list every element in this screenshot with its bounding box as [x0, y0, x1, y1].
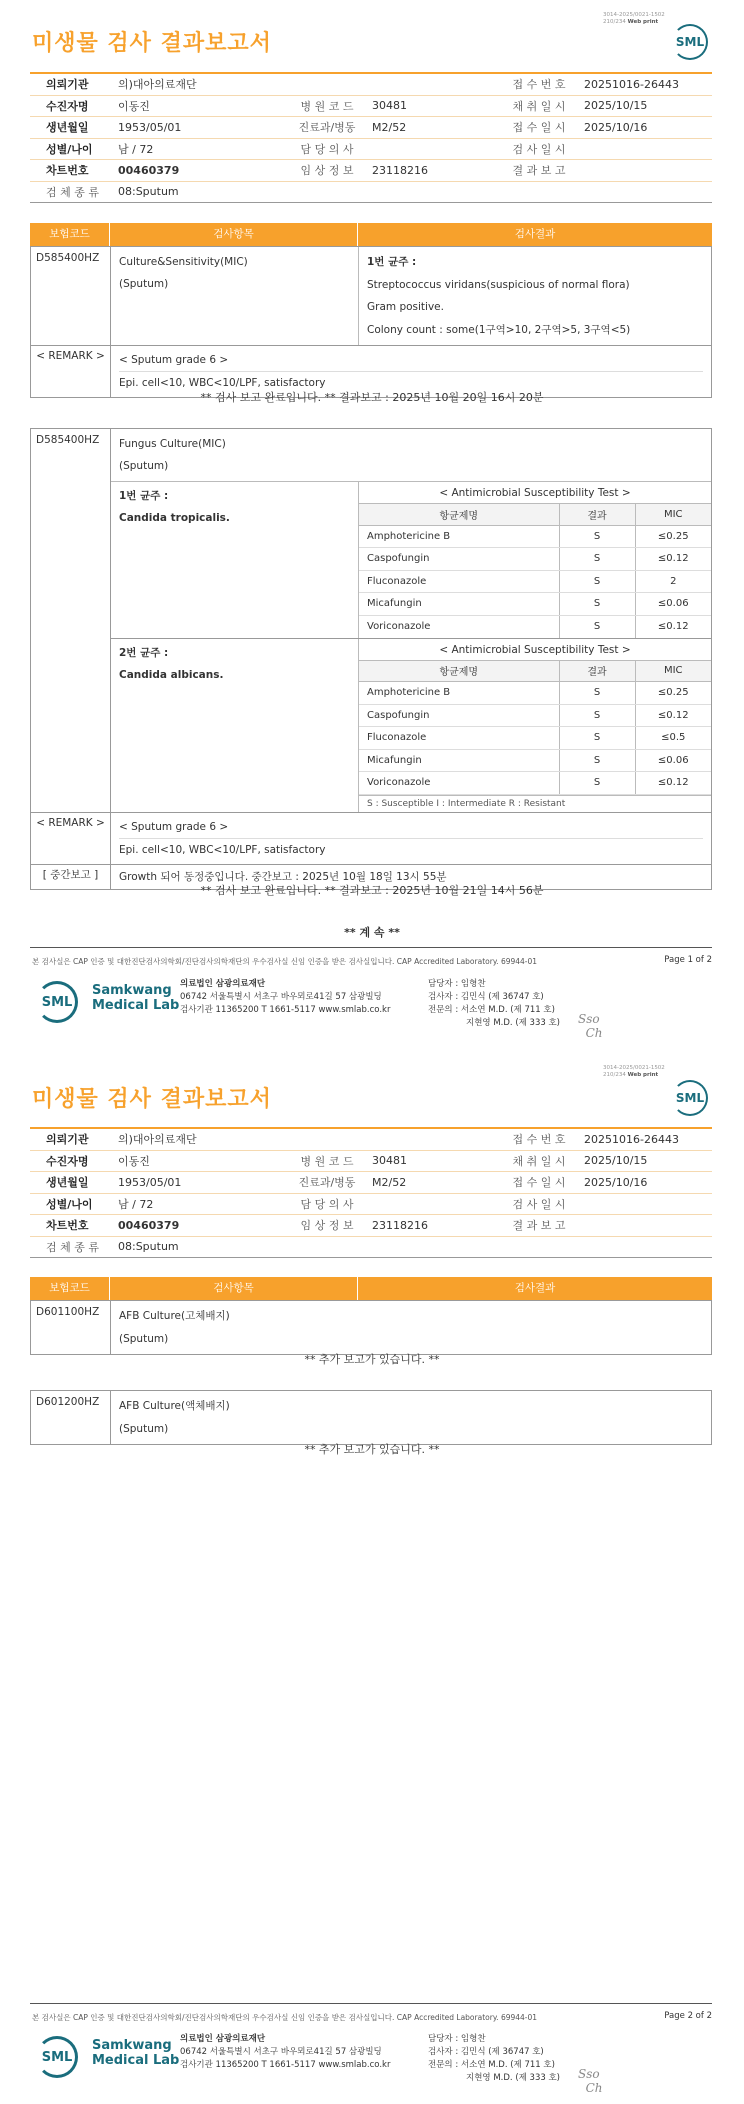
col-item: 검사항목	[110, 1277, 358, 1300]
continued-label: ** 계 속 **	[344, 926, 400, 939]
clinical-label: 임 상 정 보	[300, 164, 354, 178]
remark-label: < REMARK >	[31, 346, 111, 397]
doctor-label: 담 당 의 사	[300, 1197, 354, 1211]
drug-name: Amphotericine B	[359, 682, 559, 705]
dept-label: 진료과/병동	[298, 121, 356, 135]
drug-mic: 2	[635, 570, 711, 593]
table-row	[359, 682, 711, 705]
specimen-value: 08:Sputum	[118, 185, 179, 199]
page-number: Page 1 of 2	[664, 955, 712, 965]
drug-result: S	[559, 727, 635, 750]
drug-name: Micafungin	[359, 749, 559, 772]
staff-line: 지현영 M.D. (제 333 호)	[466, 2073, 561, 2083]
corp-name: 의료법인 삼광의료재단	[180, 2034, 266, 2044]
stamp-line: 3014-2025/0021-1502	[603, 12, 665, 18]
test-specimen: (Sputum)	[119, 460, 169, 472]
test-specimen: (Sputum)	[119, 1332, 169, 1345]
ast-legend: S : Susceptible I : Intermediate R : Resistant	[359, 795, 711, 812]
remark-line: Epi. cell<10, WBC<10/LPF, satisfactory	[119, 377, 326, 389]
additional-report-notice: ** 추가 보고가 있습니다. **	[304, 1353, 440, 1366]
ast-table-organism-2	[359, 661, 711, 795]
staff-list	[428, 978, 560, 1030]
remark-label: < REMARK >	[31, 813, 111, 864]
institution-value: 의)대아의료재단	[118, 1133, 197, 1147]
lab-name-line: Samkwang	[92, 983, 172, 998]
sex-value: 남 / 72	[118, 1197, 154, 1211]
drug-name: Fluconazole	[359, 727, 559, 750]
ast-title: < Antimicrobial Susceptibility Test >	[359, 639, 711, 661]
institution-label: 의뢰기관	[46, 1133, 89, 1147]
test-name: AFB Culture(고체배지)	[119, 1310, 230, 1322]
drug-mic: ≤0.06	[635, 593, 711, 616]
lab-name	[92, 983, 179, 1013]
hospital-code-label: 병 원 코 드	[300, 99, 354, 113]
organism-name: Candida albicans.	[119, 668, 224, 681]
hospital-code-value: 30481	[372, 99, 407, 113]
drug-name: Caspofungin	[359, 548, 559, 571]
drug-name: Amphotericine B	[359, 525, 559, 548]
chart-value: 00460379	[118, 1218, 180, 1232]
receive-label: 접 수 일 시	[512, 1176, 566, 1190]
chart-label: 차트번호	[46, 1219, 89, 1233]
drug-result: S	[559, 772, 635, 795]
lab-name-line: Samkwang	[92, 2038, 172, 2053]
report-title: 미생물 검사 결과보고서	[32, 1087, 272, 1112]
chart-label: 차트번호	[46, 164, 89, 178]
test-specimen: (Sputum)	[119, 1422, 169, 1435]
drug-mic: ≤0.12	[635, 772, 711, 795]
additional-report-notice: ** 추가 보고가 있습니다. **	[304, 1443, 440, 1456]
organism-label: 1번 균주 :	[367, 256, 417, 268]
test-code: D601100HZ	[31, 1301, 111, 1354]
remark-line: Epi. cell<10, WBC<10/LPF, satisfactory	[119, 843, 326, 856]
staff-line: 전문의 : 서소연 M.D. (제 711 호)	[428, 2060, 555, 2070]
doctor-label: 담 당 의 사	[300, 142, 354, 156]
chart-value: 00460379	[118, 163, 180, 177]
clinical-value: 23118216	[372, 163, 428, 177]
accession-label: 접 수 번 호	[512, 78, 566, 92]
report-complete-notice: ** 검사 보고 완료입니다. ** 결과보고 : 2025년 10월 21일 14시 56분	[200, 884, 544, 897]
table-row	[359, 570, 711, 593]
remark-line: < Sputum grade 6 >	[119, 349, 703, 372]
patient-label: 수진자명	[46, 1154, 89, 1168]
lab-name-line: Medical Lab	[92, 2053, 180, 2068]
table-row	[359, 704, 711, 727]
collect-label: 채 취 일 시	[512, 99, 566, 113]
address-line: 06742 서울특별시 서초구 바우뫼로41길 57 삼광빌딩	[180, 2047, 382, 2057]
sex-label: 성별/나이	[46, 1197, 93, 1211]
address-line: 06742 서울특별시 서초구 바우뫼로41길 57 삼광빌딩	[180, 992, 382, 1002]
drug-result: S	[559, 525, 635, 548]
interim-label: [ 중간보고 ]	[31, 865, 111, 889]
lab-name-line: Medical Lab	[92, 998, 180, 1013]
footer-divider	[30, 947, 712, 948]
table-row	[359, 525, 711, 548]
sml-logo-icon: SML	[672, 1080, 708, 1116]
test-date-label: 검 사 일 시	[512, 1197, 566, 1211]
report-label: 결 과 보 고	[512, 1219, 566, 1233]
col-result: 검사결과	[514, 228, 556, 240]
hospital-code-label: 병 원 코 드	[300, 1154, 354, 1168]
drug-mic: ≤0.12	[635, 615, 711, 638]
accession-value: 20251016-26443	[584, 77, 679, 91]
staff-line: 지현영 M.D. (제 333 호)	[466, 1018, 561, 1028]
collect-value: 2025/10/15	[584, 1154, 648, 1168]
report-title: 미생물 검사 결과보고서	[32, 31, 272, 56]
ast-header-drug: 항균제명	[359, 661, 559, 682]
receive-value: 2025/10/16	[584, 120, 648, 134]
accession-label: 접 수 번 호	[512, 1133, 566, 1147]
staff-line: 검사자 : 김민식 (제 36747 호)	[428, 2047, 544, 2057]
table-row	[359, 749, 711, 772]
cap-note: 본 검사실은 CAP 인증 및 대한진단검사의학회/진단검사의학재단의 우수검사실 신임 인증을 받은 검사실입니다. CAP Accredited Laboratory. 69944-01	[32, 957, 538, 966]
sml-logo-icon: SML	[36, 981, 78, 1023]
signature-icon: Sso Ch	[578, 1012, 603, 1040]
footer-divider	[30, 2003, 712, 2004]
gram-stain: Gram positive.	[367, 301, 444, 313]
patient-value: 이동진	[118, 1154, 150, 1168]
remark-line: < Sputum grade 6 >	[119, 816, 703, 839]
drug-result: S	[559, 593, 635, 616]
drug-name: Fluconazole	[359, 570, 559, 593]
drug-result: S	[559, 749, 635, 772]
test-code: D601200HZ	[31, 1391, 111, 1444]
result-table-header	[30, 223, 712, 246]
drug-mic: ≤0.5	[635, 727, 711, 750]
dept-value: M2/52	[372, 1175, 407, 1189]
dob-value: 1953/05/01	[118, 120, 182, 134]
ast-header-mic: MIC	[635, 661, 711, 682]
test-name: Fungus Culture(MIC)	[119, 438, 226, 450]
accession-value: 20251016-26443	[584, 1132, 679, 1146]
hospital-code-value: 30481	[372, 1154, 407, 1168]
fungus-culture-block	[30, 428, 712, 890]
web-print-label: Web print	[627, 19, 659, 25]
sex-label: 성별/나이	[46, 142, 93, 156]
drug-name: Voriconazole	[367, 621, 431, 632]
sml-logo-icon: SML	[36, 2036, 78, 2078]
drug-mic: ≤0.12	[635, 548, 711, 571]
drug-name: Caspofungin	[359, 704, 559, 727]
specimen-label: 검 체 종 류	[46, 185, 99, 199]
afb-liquid-block	[30, 1390, 712, 1445]
patient-label: 수진자명	[46, 99, 89, 113]
test-date-label: 검 사 일 시	[512, 142, 566, 156]
clinical-label: 임 상 정 보	[300, 1219, 354, 1233]
clinical-value: 23118216	[372, 1218, 428, 1232]
specimen-label: 검 체 종 류	[46, 1240, 99, 1254]
institution-value: 의)대아의료재단	[118, 78, 197, 92]
afb-solid-block	[30, 1300, 712, 1355]
drug-mic: ≤0.06	[635, 749, 711, 772]
drug-mic: ≤0.25	[635, 525, 711, 548]
test-name: AFB Culture(액체배지)	[119, 1400, 230, 1412]
patient-header	[30, 72, 712, 203]
organism-name: Candida tropicalis.	[119, 512, 230, 524]
table-row	[359, 615, 711, 638]
staff-line: 전문의 : 서소연 M.D. (제 711 호)	[428, 1005, 555, 1015]
culture-sensitivity-block	[30, 246, 712, 398]
specimen-value: 08:Sputum	[118, 1240, 179, 1254]
dob-label: 생년월일	[46, 121, 89, 135]
organism-name: Streptococcus viridans(suspicious of normal flora)	[367, 278, 630, 291]
dept-value: M2/52	[372, 120, 407, 134]
stamp-line: 210/234	[603, 19, 626, 25]
organism-label: 1번 균주 :	[119, 490, 169, 502]
web-print-label: Web print	[627, 1072, 659, 1078]
table-row	[359, 548, 711, 571]
drug-mic: ≤0.25	[635, 682, 711, 705]
test-code: D585400HZ	[31, 429, 111, 812]
ast-header-result: 결과	[559, 661, 635, 682]
patient-value: 이동진	[118, 99, 150, 113]
staff-list	[428, 2033, 560, 2085]
staff-line: 담당자 : 임형찬	[428, 979, 486, 989]
collect-label: 채 취 일 시	[512, 1154, 566, 1168]
patient-header	[30, 1127, 712, 1258]
colony-count: Colony count : some(1구역>10, 2구역>5, 3구역<5)	[367, 323, 631, 336]
ast-title: < Antimicrobial Susceptibility Test >	[359, 482, 711, 504]
ast-header-drug: 항균제명	[359, 504, 559, 525]
drug-result: S	[559, 615, 635, 638]
print-stamp	[603, 12, 665, 26]
col-item: 검사항목	[110, 223, 358, 246]
ast-header-result: 결과	[559, 504, 635, 525]
print-stamp	[603, 1065, 665, 1079]
table-row	[359, 727, 711, 750]
col-result: 검사결과	[514, 1282, 556, 1294]
stamp-line: 210/234	[603, 1072, 626, 1078]
drug-result: S	[559, 570, 635, 593]
contact-line: 검사기관 11365200 T 1661-5117 www.smlab.co.kr	[180, 1005, 391, 1015]
stamp-line: 3014-2025/0021-1502	[603, 1065, 665, 1071]
corp-name: 의료법인 삼광의료재단	[180, 979, 266, 989]
table-row	[359, 593, 711, 616]
receive-label: 접 수 일 시	[512, 121, 566, 135]
dob-label: 생년월일	[46, 1176, 89, 1190]
col-code: 보험코드	[30, 1277, 110, 1300]
interim-report: Growth 되어 동정중입니다. 중간보고 : 2025년 10월 18일 13시 55분	[119, 870, 447, 883]
result-table-header	[30, 1277, 712, 1300]
organism-label: 2번 균주 :	[119, 646, 169, 659]
receive-value: 2025/10/16	[584, 1175, 648, 1189]
report-complete-notice: ** 검사 보고 완료입니다. ** 결과보고 : 2025년 10월 20일 16시 20분	[200, 391, 544, 404]
staff-line: 검사자 : 김민식 (제 36747 호)	[428, 992, 544, 1002]
dept-label: 진료과/병동	[298, 1176, 356, 1190]
page-number: Page 2 of 2	[664, 2011, 712, 2021]
ast-header-mic: MIC	[635, 504, 711, 525]
dob-value: 1953/05/01	[118, 1175, 182, 1189]
ast-table-organism-1	[359, 504, 711, 638]
table-row	[359, 772, 711, 795]
drug-mic: ≤0.12	[635, 704, 711, 727]
contact-line: 검사기관 11365200 T 1661-5117 www.smlab.co.kr	[180, 2060, 391, 2070]
col-code: 보험코드	[30, 223, 110, 246]
sml-logo-icon: SML	[672, 24, 708, 60]
test-name: Culture&Sensitivity(MIC)	[119, 256, 248, 268]
test-specimen: (Sputum)	[119, 278, 169, 290]
lab-address	[180, 2033, 390, 2072]
test-code: D585400HZ	[31, 247, 111, 345]
lab-name	[92, 2038, 179, 2068]
report-page-2	[0, 1052, 744, 2104]
signature-icon: Sso Ch	[578, 2067, 603, 2095]
institution-label: 의뢰기관	[46, 78, 89, 92]
drug-name: Voriconazole	[359, 772, 559, 795]
drug-result: S	[559, 682, 635, 705]
drug-result: S	[559, 704, 635, 727]
cap-note: 본 검사실은 CAP 인증 및 대한진단검사의학회/진단검사의학재단의 우수검사실 신임 인증을 받은 검사실입니다. CAP Accredited Laboratory. 69944-01	[32, 2013, 538, 2022]
staff-line: 담당자 : 임형찬	[428, 2034, 486, 2044]
drug-name: Micafungin	[359, 593, 559, 616]
drug-result: S	[559, 548, 635, 571]
lab-address	[180, 978, 390, 1017]
sex-value: 남 / 72	[118, 142, 154, 156]
collect-value: 2025/10/15	[584, 99, 648, 113]
report-label: 결 과 보 고	[512, 164, 566, 178]
